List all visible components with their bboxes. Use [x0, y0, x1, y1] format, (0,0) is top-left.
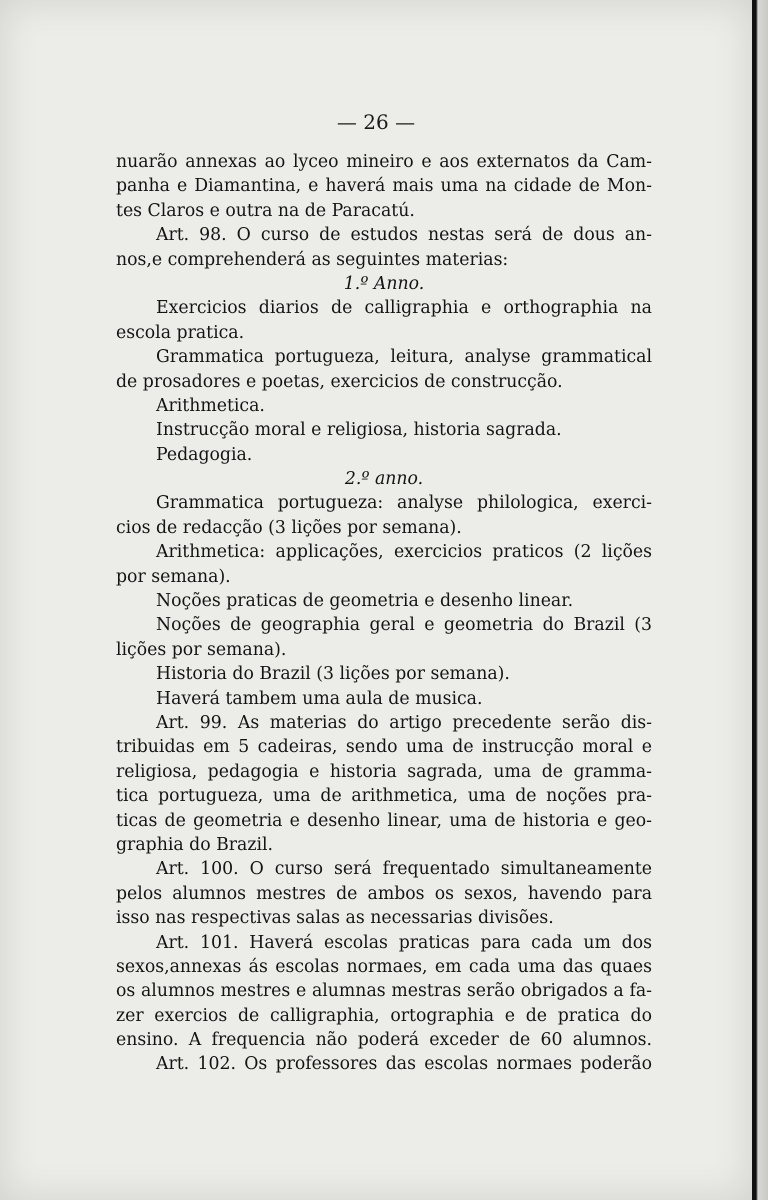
text-line: pelos alumnos mestres de ambos os sexos, havendo para: [116, 883, 652, 904]
text-line: nos,e comprehenderá as seguintes materias:: [116, 249, 509, 270]
text-line: escola pratica.: [116, 322, 245, 343]
text-line: Historia do Brazil (3 lições por semana).: [156, 664, 510, 685]
text-line: zer exercios de calligraphia, ortographia e de pratica do: [116, 1005, 652, 1026]
text-line: nuarão annexas ao lyceo mineiro e aos externatos da Cam-: [116, 152, 652, 172]
text-line: lições por semana).: [116, 639, 287, 660]
text-line: ticas de geometria e desenho linear, uma de historia e geo-: [116, 810, 652, 831]
text-line: de prosadores e poetas, exercicios de construcção.: [116, 371, 563, 392]
text-line: Grammatica portugueza, leitura, analyse grammatical: [156, 347, 652, 368]
text-line: panha e Diamantina, e haverá mais uma na cidade de Mon-: [116, 176, 652, 197]
text-line: tribuidas em 5 cadeiras, sendo uma de instrucção moral e: [116, 737, 652, 758]
text-line: ensino. A frequencia não poderá exceder de 60 alumnos.: [116, 1030, 652, 1051]
text-line: sexos,annexas ás escolas normaes, em cada uma das quaes: [116, 956, 652, 977]
text-line: Instrucção moral e religiosa, historia sagrada.: [156, 420, 562, 441]
text-line: cios de redacção (3 lições por semana).: [116, 517, 462, 538]
text-line: por semana).: [116, 566, 231, 587]
text-line: graphia do Brazil.: [116, 834, 274, 855]
text-line: Art. 101. Haverá escolas praticas para cada um dos: [156, 932, 652, 953]
text-line: Art. 100. O curso será frequentado simultaneamente: [156, 859, 652, 880]
page-edge: [752, 0, 768, 1200]
text-line: Art. 98. O curso de estudos nestas será de dous an-: [156, 225, 652, 246]
text-line: Haverá tambem uma aula de musica.: [156, 688, 483, 709]
text-line: religiosa, pedagogia e historia sagrada, uma de gramma-: [116, 761, 652, 782]
text-line: Noções de geographia geral e geometria do Brazil (3: [156, 615, 652, 636]
text-line: Arithmetica.: [156, 395, 265, 416]
text-line: tes Claros e outra na de Paracatú.: [116, 200, 415, 221]
text-line: tica portugueza, uma de arithmetica, uma de noções pra-: [116, 786, 652, 807]
text-line: os alumnos mestres e alumnas mestras serão obrigados a fa-: [116, 981, 652, 1002]
text-line: 1.º Anno.: [343, 273, 425, 294]
text-line: Arithmetica: applicações, exercicios praticos (2 lições: [156, 542, 652, 563]
text-line: Art. 99. As materias do artigo precedente serão dis-: [156, 712, 652, 733]
text-line: Pedagogia.: [156, 444, 253, 465]
text-line: isso nas respectivas salas as necessarias divisões.: [116, 908, 554, 929]
text-line: Noções praticas de geometria e desenho linear.: [156, 591, 574, 612]
text-line: 2.º anno.: [344, 469, 424, 490]
text-line: Grammatica portugueza: analyse philologica, exerci-: [156, 493, 652, 514]
text-line: Art. 102. Os professores das escolas normaes poderão: [156, 1054, 652, 1075]
document-body: [116, 150, 652, 1077]
text-line: Exercicios diarios de calligraphia e orthographia na: [156, 298, 652, 319]
page-number: — 26 —: [336, 110, 416, 134]
